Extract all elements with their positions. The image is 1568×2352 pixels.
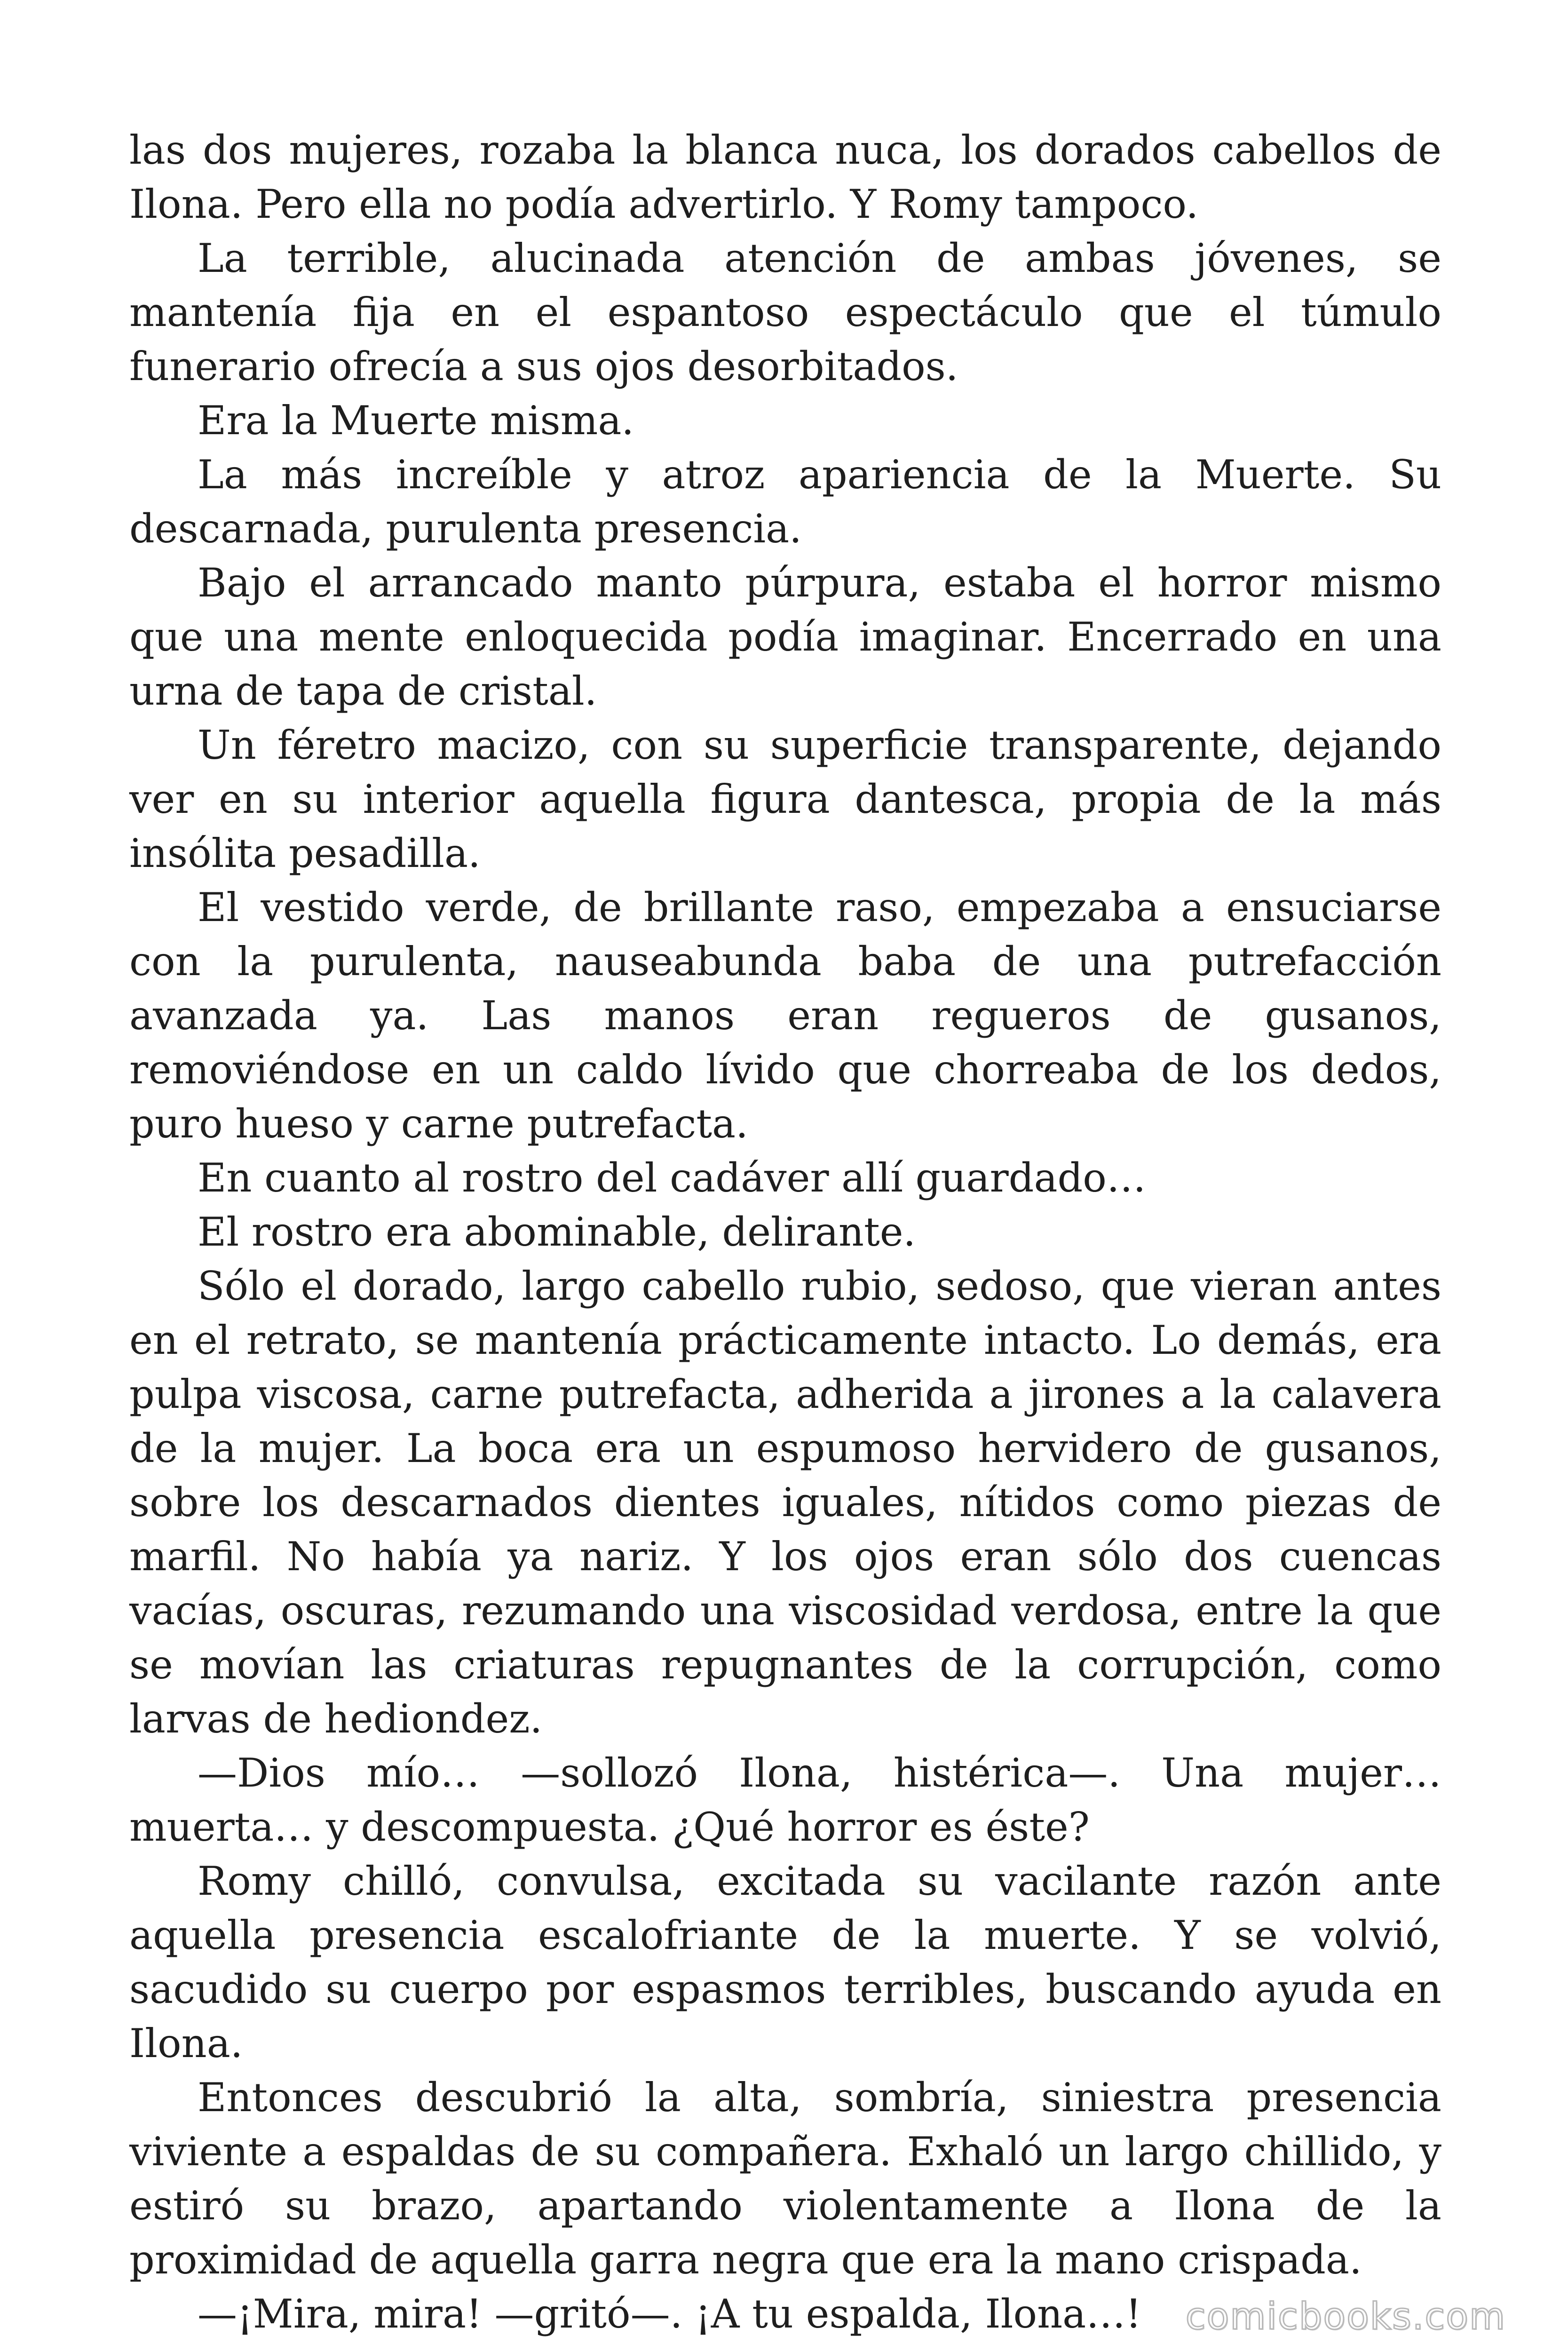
paragraph-7: El vestido verde, de brillante raso, empezaba a ensuciarse con la purulenta, nauseabunda baba de una putrefacción avanzada ya. Las manos eran regueros de gusanos, removiéndose en un caldo lívido que chorreaba de los dedos, puro hueso y carne putrefacta. (129, 884, 1441, 1147)
paragraph-5: Bajo el arrancado manto púrpura, estaba el horror mismo que una mente enloquecida podía imaginar. Encerrado en una urna de tapa de cristal. (129, 560, 1441, 714)
paragraph-3: Era la Muerte misma. (198, 397, 634, 444)
paragraph-4: La más increíble y atroz apariencia de la Muerte. Su descarnada, purulenta presencia. (129, 452, 1441, 552)
paragraph-10: Sólo el dorado, largo cabello rubio, sedoso, que vieran antes en el retrato, se mantenía prácticamente intacto. Lo demás, era pulpa viscosa, carne putrefacta, adherida a jirones a la calavera de la mujer. La boca era un espumoso hervidero de gusanos, sobre los descarnados dientes iguales, nítidos como piezas de marfil. No había ya nariz. Y los ojos eran sólo dos cuencas vacías, oscuras, rezumando una viscosidad verdosa, entre la que se movían las criaturas repugnantes de la corrupción, como larvas de hediondez. (129, 1263, 1441, 1742)
paragraph-8: En cuanto al rostro del cadáver allí guardado… (198, 1155, 1146, 1201)
page-text-body (129, 123, 1441, 2341)
paragraph-2: La terrible, alucinada atención de ambas jóvenes, se mantenía fija en el espantoso espectáculo que el túmulo funerario ofrecía a sus ojos desorbitados. (129, 235, 1441, 389)
paragraph-6: Un féretro macizo, con su superficie transparente, dejando ver en su interior aquella figura dantesca, propia de la más insólita pesadilla. (129, 722, 1441, 876)
paragraph-9: El rostro era abominable, delirante. (198, 1209, 916, 1255)
paragraph-13: Entonces descubrió la alta, sombría, siniestra presencia viviente a espaldas de su compañera. Exhaló un largo chillido, y estiró su brazo, apartando violentamente a Ilona de la proximidad de aquella garra negra que era la mano crispada. (129, 2074, 1441, 2283)
paragraph-1: las dos mujeres, rozaba la blanca nuca, los dorados cabellos de Ilona. Pero ella no podía advertirlo. Y Romy tampoco. (129, 127, 1441, 227)
watermark-text: comicbooks.com (1185, 2296, 1506, 2338)
paragraph-14: —¡Mira, mira! —gritó—. ¡A tu espalda, Ilona…! (198, 2291, 1142, 2337)
paragraph-12: Romy chilló, convulsa, excitada su vacilante razón ante aquella presencia escalofriante de la muerte. Y se volvió, sacudido su cuerpo por espasmos terribles, buscando ayuda en Ilona. (129, 1858, 1441, 2066)
paragraph-11: —Dios mío… —sollozó Ilona, histérica—. Una mujer… muerta… y descompuesta. ¿Qué horror es éste? (129, 1750, 1441, 1850)
